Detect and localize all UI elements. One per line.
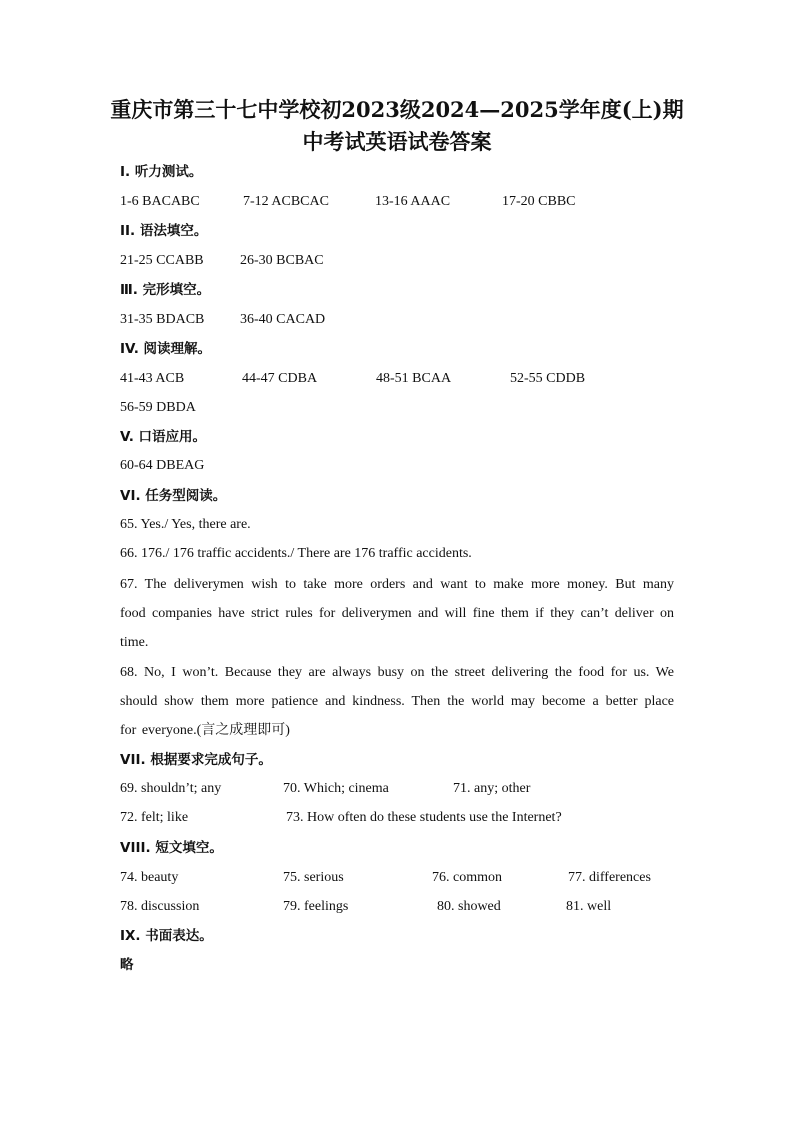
answer-65: 65. Yes./ Yes, there are. <box>120 517 251 532</box>
answer-group: 1-6 BACABC <box>120 194 200 209</box>
answer-group: 75. serious <box>283 870 344 885</box>
answer-group: 73. How often do these students use the Internet? <box>286 810 562 825</box>
section-heading-oral: V. 口语应用。 <box>120 429 207 445</box>
answer-group: 41-43 ACB <box>120 371 185 386</box>
answer-writing: 略 <box>120 957 134 973</box>
answer-group: 60-64 DBEAG <box>120 458 205 473</box>
answer-66: 66. 176./ 176 traffic accidents./ There are 176 traffic accidents. <box>120 546 472 561</box>
answer-group: 80. showed <box>437 899 501 914</box>
section-heading-sentence-completion: VII. 根据要求完成句子。 <box>120 752 272 768</box>
answer-group: 44-47 CDBA <box>242 371 318 386</box>
section-heading-listening: I. 听力测试。 <box>120 164 203 180</box>
answer-group: 74. beauty <box>120 870 179 885</box>
answer-group: 13-16 AAAC <box>375 194 451 209</box>
page-title-line-1: 重庆市第三十七中学校初2023级2024—2025学年度(上)期 <box>110 97 684 122</box>
section-heading-writing: IX. 书面表达。 <box>120 928 213 944</box>
section-heading-reading: IV. 阅读理解。 <box>120 341 212 357</box>
answer-group: 17-20 CBBC <box>502 194 576 209</box>
answer-group: 81. well <box>566 899 612 914</box>
answer-67: 67. The deliverymen wish to take more orders and want to make more money. But many food companies have strict rules for deliverymen and will fine them if they can’t deliver on time. <box>120 577 674 650</box>
answer-group: 69. shouldn’t; any <box>120 781 222 796</box>
answer-group: 77. differences <box>568 870 651 885</box>
answer-group: 52-55 CDDB <box>510 371 586 386</box>
section-heading-grammar: II. 语法填空。 <box>120 223 208 239</box>
answer-group: 26-30 BCBAC <box>240 253 324 268</box>
answer-group: 36-40 CACAD <box>240 312 326 327</box>
page-title-line-2: 中考试英语试卷答案 <box>302 129 492 154</box>
answer-group: 21-25 CCABB <box>120 253 204 268</box>
answer-group: 79. feelings <box>283 899 349 914</box>
answer-group: 48-51 BCAA <box>376 371 452 386</box>
answer-group: 7-12 ACBCAC <box>243 194 329 209</box>
answer-group: 31-35 BDACB <box>120 312 205 327</box>
section-heading-passage-fill: VIII. 短文填空。 <box>120 840 223 856</box>
answer-group: 72. felt; like <box>120 810 189 825</box>
section-heading-task-reading: VI. 任务型阅读。 <box>120 488 227 504</box>
answer-group: 56-59 DBDA <box>120 400 196 415</box>
answer-group: 78. discussion <box>120 899 200 914</box>
answer-group: 70. Which; cinema <box>283 781 389 796</box>
answer-group: 76. common <box>432 870 502 885</box>
section-heading-cloze: Ⅲ. 完形填空。 <box>120 282 211 298</box>
answer-68: 68. No, I won’t. Because they are always busy on the street delivering the food for us. We should show them more patience and kindness. Then the world may become a better place for everyone.(言之成理即可) <box>120 665 674 738</box>
answer-group: 71. any; other <box>453 781 531 796</box>
